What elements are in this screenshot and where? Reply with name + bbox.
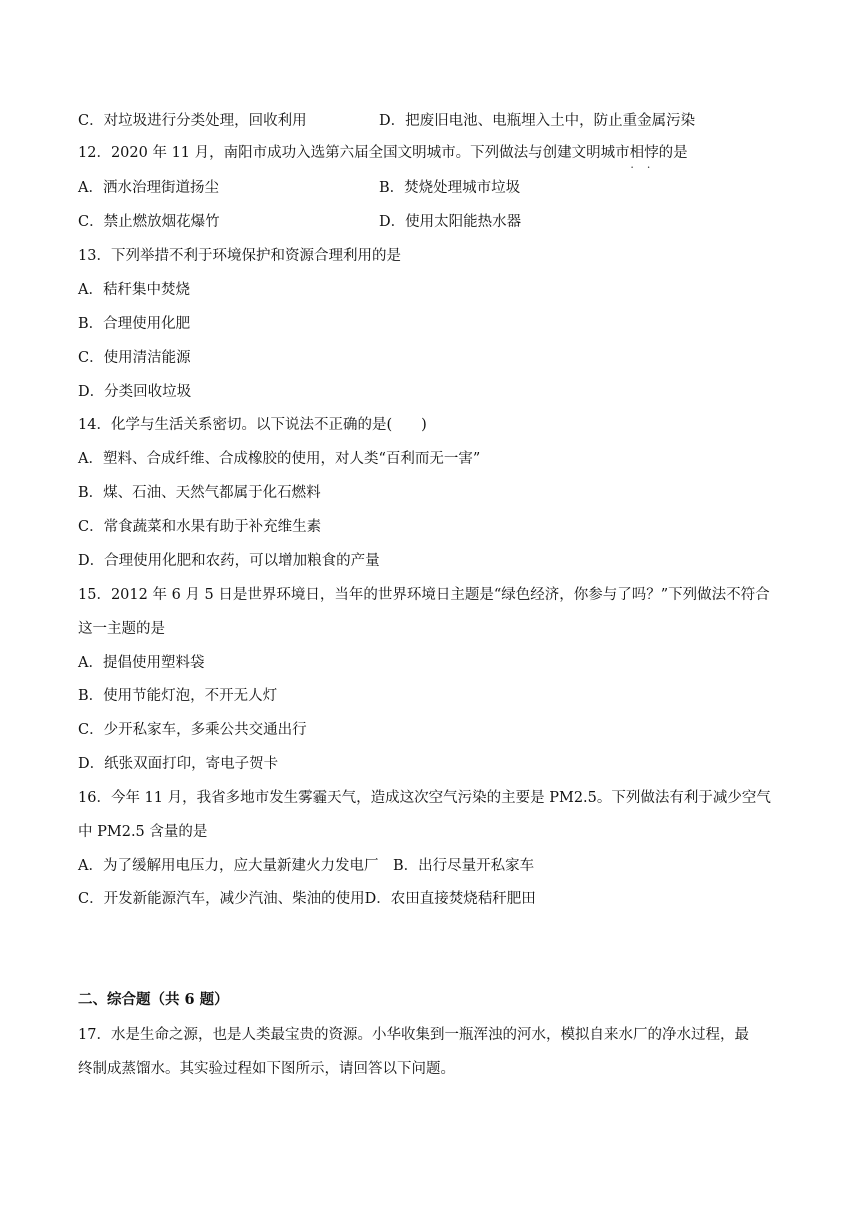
q12-option-b: B．焚烧处理城市垃圾 <box>379 180 521 196</box>
q13-option-d: D．分类回收垃圾 <box>78 384 192 400</box>
q15-option-a: A．提倡使用塑料袋 <box>78 655 205 671</box>
q16-stem-line2: 中 PM2.5 含量的是 <box>78 824 208 840</box>
q15-option-c: C．少开私家车，多乘公共交通出行 <box>78 722 307 738</box>
q15-option-b: B．使用节能灯泡，不开无人灯 <box>78 688 278 704</box>
q17-stem-line2: 终制成蒸馏水。其实验过程如下图所示，请回答以下问题。 <box>78 1061 455 1077</box>
q12-stem-pre: 12．2020 年 11 月，南阳市成功入选第六届全国文明城市。下列做法与创建文明城市 <box>78 145 630 161</box>
q16-options-cd: C．开发新能源汽车，减少汽油、柴油的使用D．农田直接焚烧秸秆肥田 <box>78 891 536 907</box>
section-heading: 二、综合题（共 6 题） <box>78 991 229 1008</box>
q12-option-c: C．禁止燃放烟花爆竹 <box>78 214 220 230</box>
q13-option-b: B．合理使用化肥 <box>78 316 191 332</box>
q12-stem-post: 的是 <box>658 145 688 161</box>
q15-option-d: D．纸张双面打印，寄电子贺卡 <box>78 756 279 772</box>
q13-option-a: A．秸秆集中焚烧 <box>78 282 190 298</box>
q13-option-c: C．使用清洁能源 <box>78 350 191 366</box>
q14-option-c: C．常食蔬菜和水果有助于补充维生素 <box>78 519 322 535</box>
q15-stem-line2: 这一主题的是 <box>78 621 165 637</box>
q12-stem <box>78 143 688 163</box>
q16-stem-line1: 16．今年 11 月，我省多地市发生雾霾天气，造成这次空气污染的主要是 PM2.5。下列做法有利于减少空气 <box>78 790 771 806</box>
q12-stem-emphasis: 相悖 • • <box>630 145 659 161</box>
q12-option-d: D．使用太阳能热水器 <box>379 214 522 230</box>
q11-option-d: D．把废旧电池、电瓶埋入土中，防止重金属污染 <box>379 113 696 129</box>
q17-stem-line1: 17．水是生命之源，也是人类最宝贵的资源。小华收集到一瓶浑浊的河水，模拟自来水厂的净水过程，最 <box>78 1027 749 1043</box>
q13-stem: 13．下列举措不利于环境保护和资源合理利用的是 <box>78 248 401 264</box>
q16-options-ab: A．为了缓解用电压力，应大量新建火力发电厂 B．出行尽量开私家车 <box>78 858 535 874</box>
q12-option-a: A．洒水治理街道扬尘 <box>78 180 219 196</box>
q11-option-c: C．对垃圾进行分类处理，回收利用 <box>78 113 307 129</box>
q15-stem-line1: 15．2012 年 6 月 5 日是世界环境日，当年的世界环境日主题是“绿色经济，你参与了吗？”下列做法不符合 <box>78 587 770 603</box>
q14-option-a: A．塑料、合成纤维、合成橡胶的使用，对人类“百利而无一害” <box>78 451 481 467</box>
q14-option-d: D．合理使用化肥和农药，可以增加粮食的产量 <box>78 553 380 569</box>
q14-stem: 14．化学与生活关系密切。以下说法不正确的是( ) <box>78 417 427 433</box>
q14-option-b: B．煤、石油、天然气都属于化石燃料 <box>78 485 321 501</box>
